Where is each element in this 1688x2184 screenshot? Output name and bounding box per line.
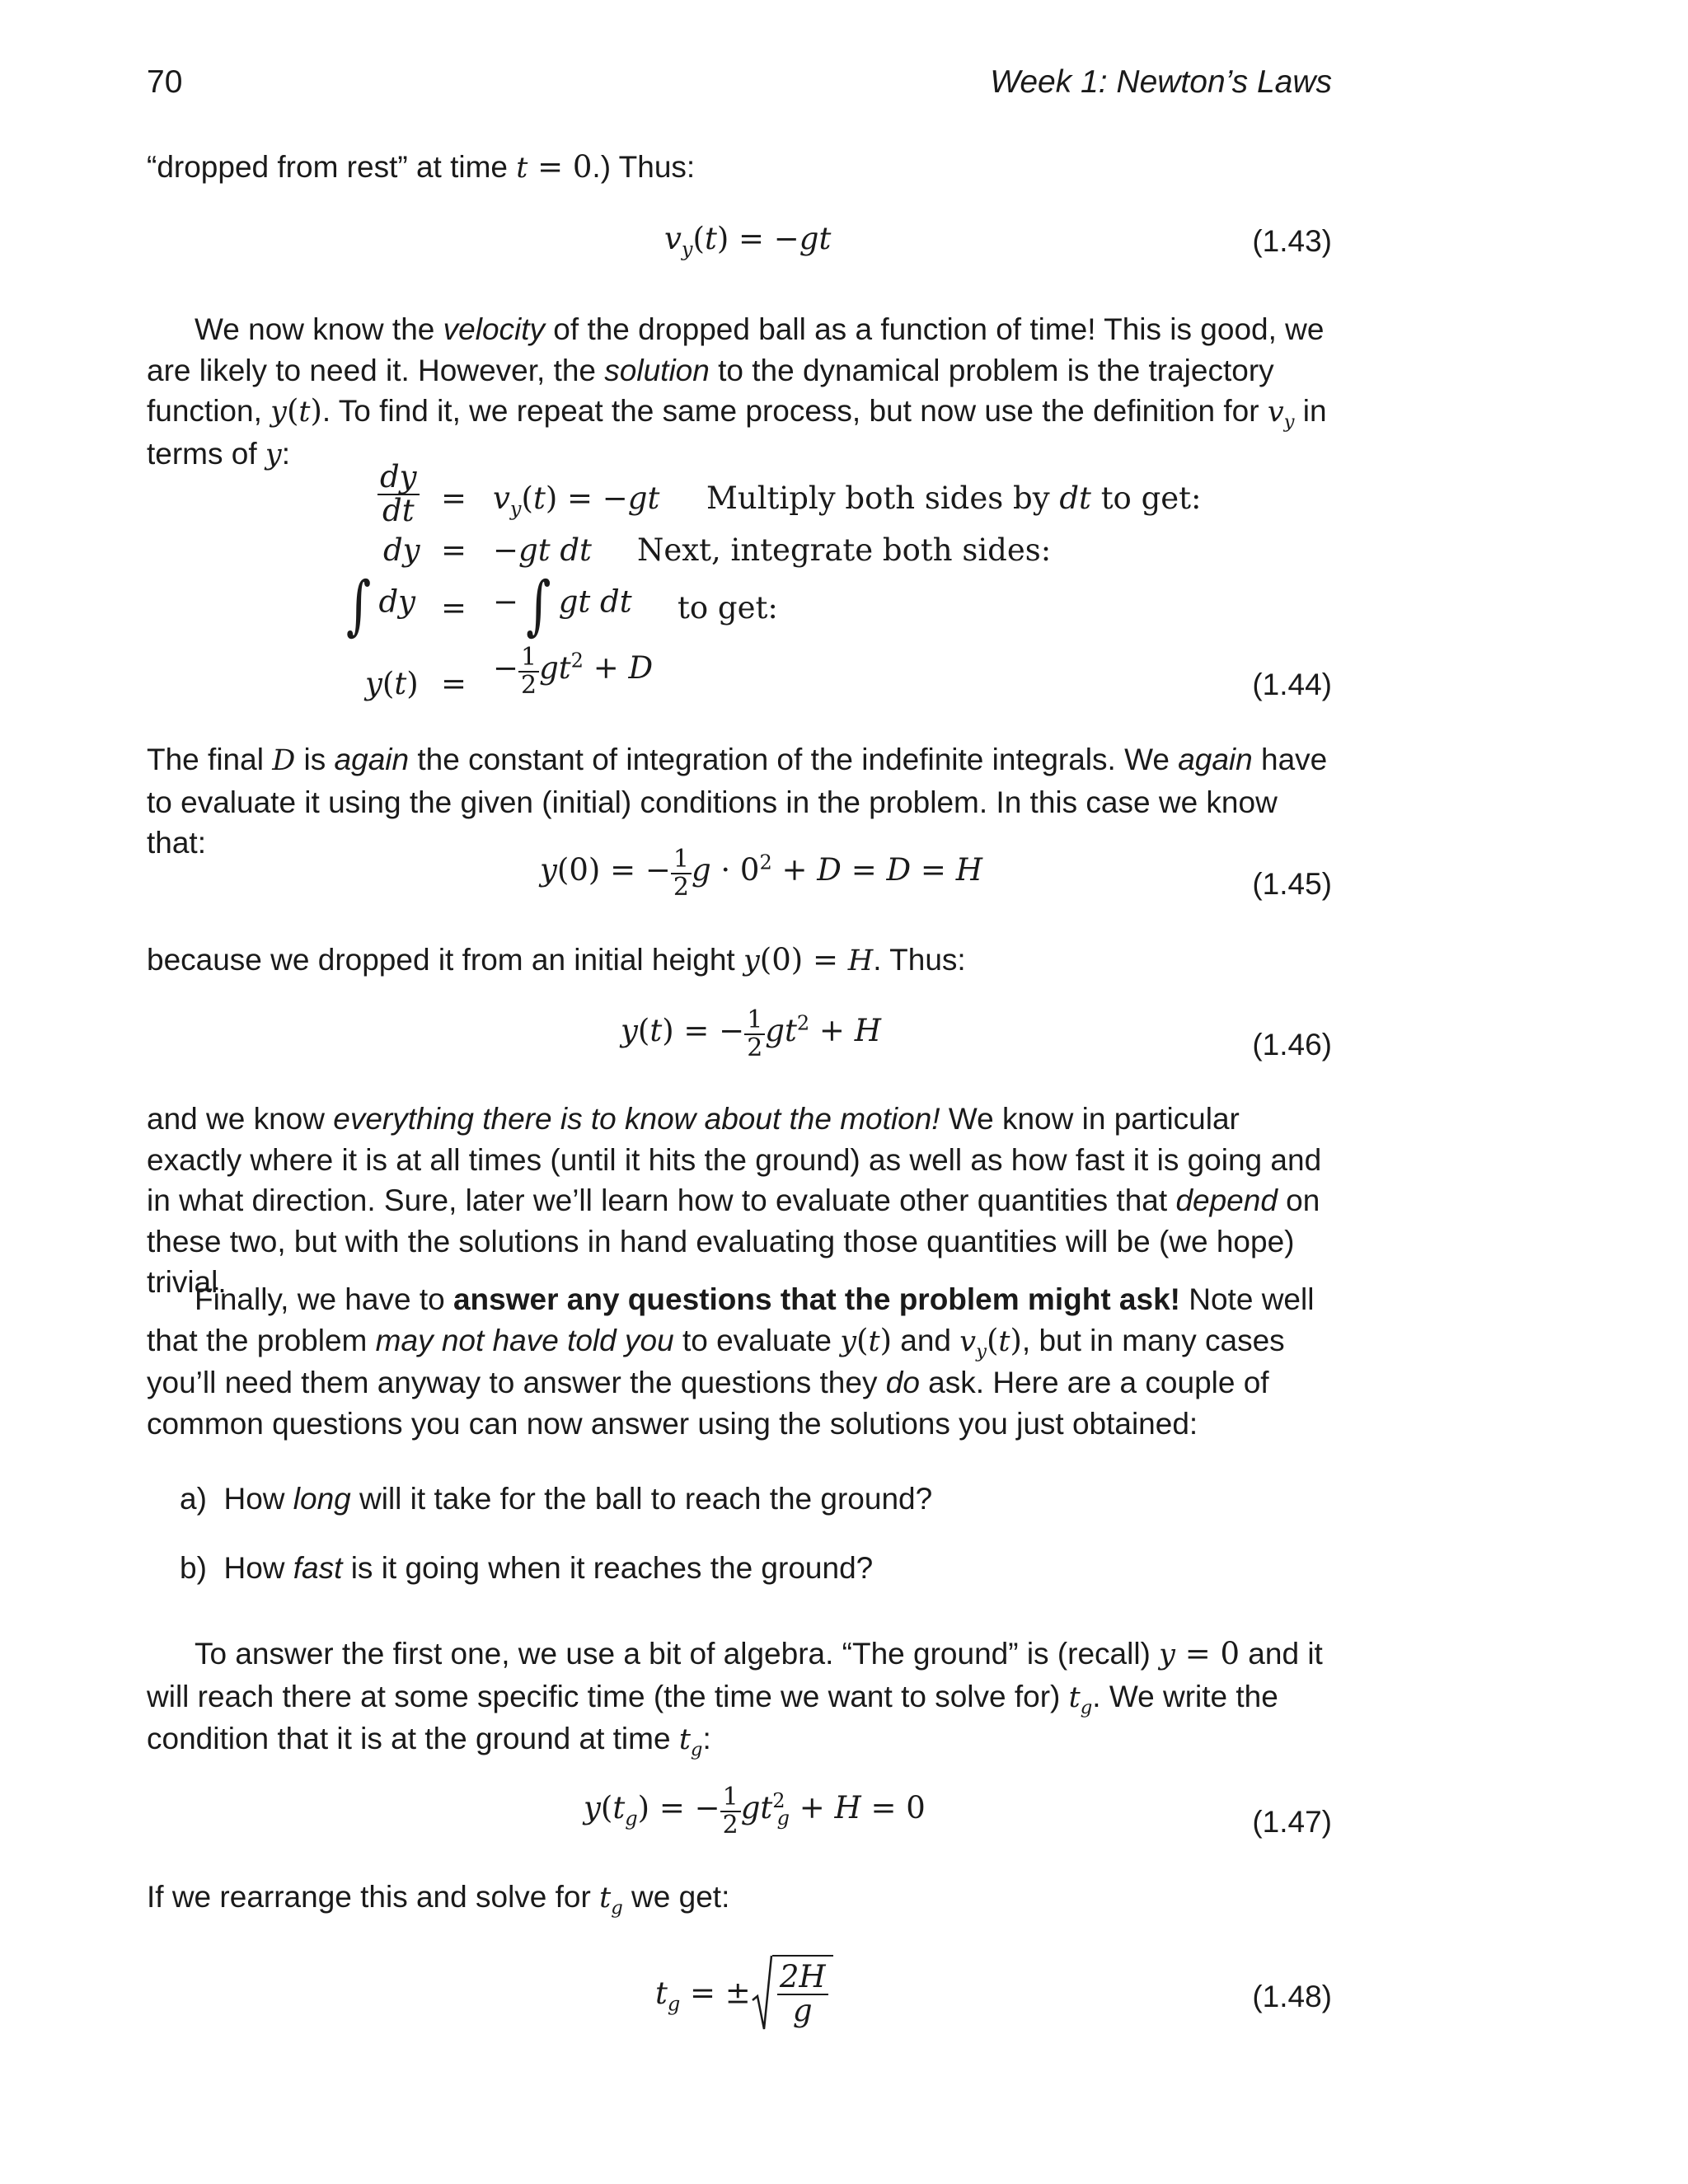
eq-row-2-note: Next, integrate both sides: [637, 532, 1052, 568]
equation-number-1-45: (1.45) [1252, 867, 1332, 901]
paragraph-rearrange: If we rearrange this and solve for $t_g$ we get: [147, 1880, 730, 1919]
equation-1-48: $t_g$ = ± $\frac{2H}{g}$ [655, 1955, 833, 2031]
document-page: 70 Week 1: Newton’s Laws “dropped from rest” at time t = 0.) Thus: $v_y(t) = -gt$ (1.43) We now know the velocity of the dropped ball as a function of time! This is good, we are likely to need it. However, the solution to the dynamical problem is the trajectory function, y(t). To find it, we repeat the same process, but now use the definition for $v_y$ in terms of y: $\frac{dy}{dt}$ = $v_y(t) = -gt$ Multiply both sides by dt to get: dy = −gt dt Next, integrate both sides: ∫ dy = − ∫ gt dt to get: y(t) = − $\frac{1}{2}$ $gt^2 + D$ (1.44) The final D is again the constant of integration of the indefinite integrals. We again have to evaluate it using the given (initial) conditions in the problem. In this case we know that: y(0) = − $\frac{1}{2}$ $g \cdot 0^2 + D = D = H$ (1.45) because we dropped it from an initial height y(0) = H. Thus: y(t) = − $\frac{1}{2}$ $gt^2 + H$ (1.46) and we know everything there is to know about the motion! We know in particular exactly where it is at all times (until it hits the ground) as well as how fast it is going and in what direction. Sure, later we’ll learn how to evaluate other quantities that depend on these two, but with the solutions in hand evaluating those quantities will be (we hope) trivial. Finally, we have to answer any questions that the problem might ask! Note well that the problem may not have told you to evaluate y(t) and $v_y(t)$, but in many cases you’ll need them anyway to answer the questions they do ask. Here are a couple of common questions you can now answer using the solutions you just obtained: a) How long will it take for the ball to reach the ground? b) How fast is it going when it reaches the ground? To answer the first one, we use a bit of algebra. “The ground” is (recall) y = 0 and it will reach there at some specific time (the time we want to solve for) $t_g$. We write the condition that it is at the ground at time $t_g$: $y(t_g)$ = − $\frac{1}{2}$ $gt^2_g + H = 0$ (1.47) If we rearrange this and solve for $t_g$ we get: $t_g$ = ± $\frac{2H}{g}$ (1.48) [0, 0, 1688, 2184]
eq-row-1-lhs: $\frac{dy}{dt}$ [377, 462, 420, 527]
equation-number-1-43: (1.43) [1252, 224, 1332, 258]
paragraph-ground: To answer the first one, we use a bit of algebra. “The ground” is (recall) y = 0 and it will reach there at some specific time (the time we want to solve for) $t_g$. We write the condition that it is at the ground at time $t_g$: [147, 1636, 1323, 1760]
eq-row-2-lhs: dy [383, 532, 420, 568]
paragraph-intro: “dropped from rest” at time t = 0.) Thus: [147, 149, 696, 185]
eq-row-3-rhs: − ∫ gt dt [493, 567, 632, 643]
equation-number-1-46: (1.46) [1252, 1028, 1332, 1062]
eq-row-4-lhs: y(t) [365, 666, 419, 701]
paragraph-initial-height: because we dropped it from an initial height y(0) = H. Thus: [147, 942, 966, 977]
running-header-title: Week 1: Newton’s Laws [990, 64, 1332, 100]
equation-1-46: y(t) = − $\frac{1}{2}$ $gt^2 + H$ [621, 1005, 881, 1062]
paragraph-constant: The final D is again the constant of integration of the indefinite integrals. We again have to evaluate it using the given (initial) conditions in the problem. In this case we know that: [147, 743, 1328, 860]
radical-sign-icon [751, 1955, 772, 2031]
equation-number-1-48: (1.48) [1252, 1980, 1332, 2013]
eq-row-3-note: to get: [678, 590, 778, 626]
eq-row-1-rhs: $v_y(t) = -gt$ [493, 480, 660, 521]
equation-1-43: $v_y(t) = -gt$ [664, 221, 832, 261]
eq-row-4-rhs: − $\frac{1}{2}$ $gt^2 + D$ [493, 643, 654, 700]
equation-1-47: $y(t_g)$ = − $\frac{1}{2}$ $gt^2_g + H = 0$ [584, 1783, 926, 1840]
integral-sign: ∫ [526, 567, 551, 643]
paragraph-motion: and we know everything there is to know about the motion! We know in particular exactly where it is at all times (until it hits the ground) as well as how fast it is going and in what direction. Sure, later we’ll learn how to evaluate other quantities that depend on these two, but with the solutions in hand evaluating those quantities will be (we hope) trivial. [147, 1102, 1322, 1299]
square-root: $\frac{2H}{g}$ [751, 1955, 833, 2031]
integral-sign: ∫ [346, 567, 372, 643]
eq-row-2-rhs: −gt dt [493, 532, 592, 568]
page-number: 70 [147, 64, 183, 100]
eq-row-1-note: Multiply both sides by dt to get: [706, 480, 1202, 516]
list-item-b: b) How fast is it going when it reaches the ground? [180, 1551, 874, 1585]
equation-number-1-47: (1.47) [1252, 1805, 1332, 1839]
equation-1-45: y(0) = − $\frac{1}{2}$ $g \cdot 0^2 + D = D = H$ [540, 845, 982, 902]
eq-row-3-lhs: ∫ dy [346, 567, 416, 643]
list-item-a: a) How long will it take for the ball to reach the ground? [180, 1482, 933, 1516]
paragraph-questions: Finally, we have to answer any questions that the problem might ask! Note well that the problem may not have told you to evaluate y(t) and $v_y(t)$, but in many cases you’ll need them anyway to answer the questions they do ask. Here are a couple of common questions you can now answer using the solutions you just obtained: [147, 1282, 1315, 1441]
paragraph-velocity: We now know the velocity of the dropped ball as a function of time! This is good, we are likely to need it. However, the solution to the dynamical problem is the trajectory function, y(t). To find it, we repeat the same process, but now use the definition for $v_y$ in terms of y: [147, 312, 1327, 471]
equation-number-1-44: (1.44) [1252, 668, 1332, 701]
